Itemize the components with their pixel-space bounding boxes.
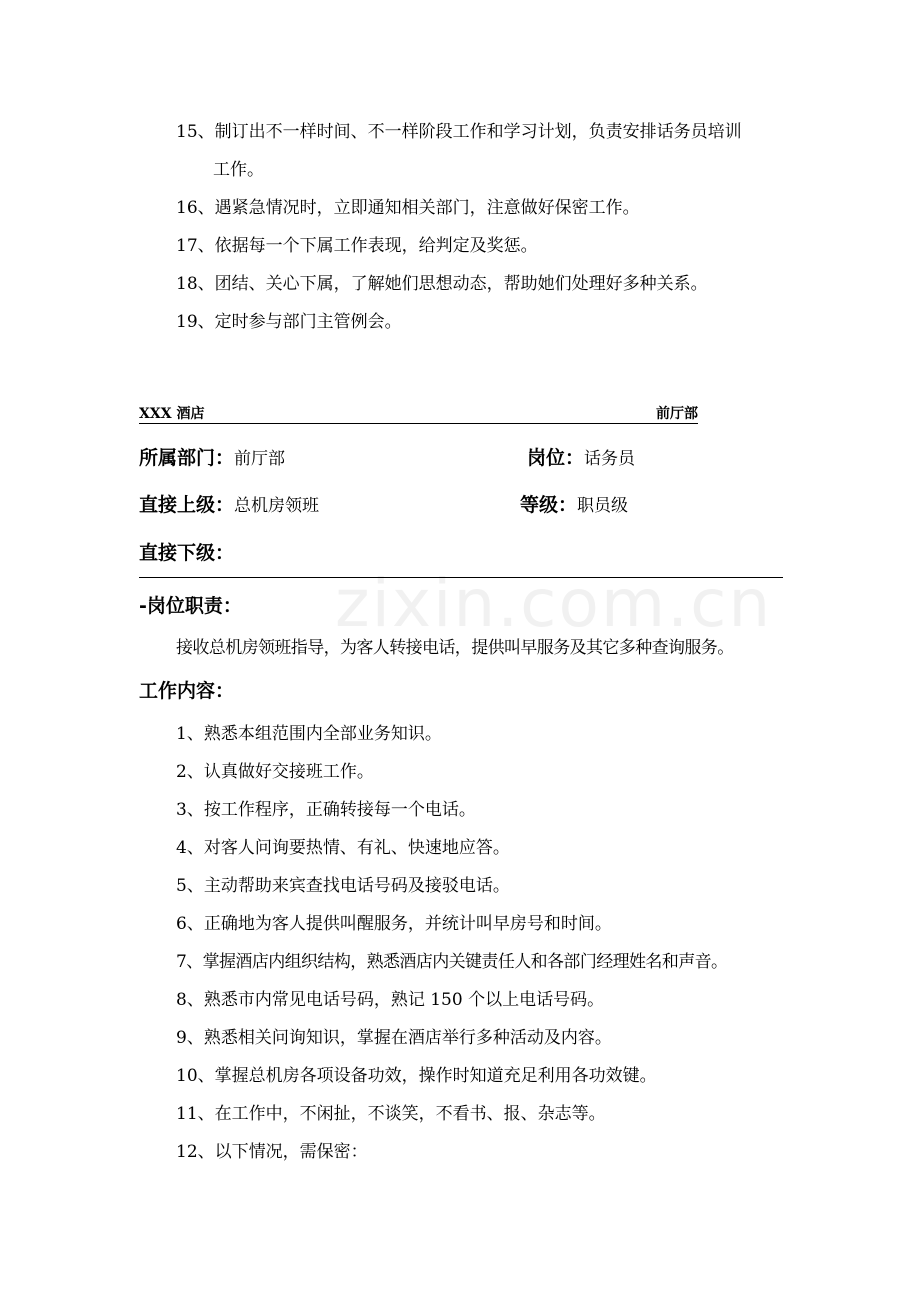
list-item: 16、遇紧急情况时，立即通知相关部门，注意做好保密工作。 (176, 198, 640, 218)
list-item: 7、掌握酒店内组织结构，熟悉酒店内关键责任人和各部门经理姓名和声音。 (176, 952, 728, 972)
list-item: 9、熟悉相关问询知识，掌握在酒店举行多种活动及内容。 (176, 1028, 612, 1048)
list-item: 5、主动帮助来宾查找电话号码及接驳电话。 (176, 876, 510, 896)
dept-label: 所属部门： (139, 447, 235, 469)
page-header (139, 403, 698, 424)
field-superior (139, 494, 319, 517)
list-item: 19、定时参与部门主管例会。 (176, 312, 402, 332)
list-item: 12、以下情况，需保密： (176, 1142, 368, 1162)
field-subordinate (139, 542, 234, 565)
list-item: 2、认真做好交接班工作。 (176, 762, 374, 782)
post-label: 岗位： (527, 447, 585, 469)
duties-heading: -岗位职责： (139, 595, 242, 617)
hotel-name: XXX 酒店 (139, 406, 205, 422)
list-item: 1、熟悉本组范围内全部业务知识。 (176, 724, 442, 744)
list-item: 15、制订出不一样时间、不一样阶段工作和学习计划，负责安排话务员培训 (176, 122, 742, 142)
dept-value: 前厅部 (234, 449, 286, 469)
duties-text: 接收总机房领班指导，为客人转接电话，提供叫早服务及其它多种查询服务。 (176, 638, 734, 658)
field-grade (520, 494, 628, 517)
list-item: 10、掌握总机房各项设备功效，操作时知道充足利用各功效键。 (176, 1066, 657, 1086)
divider (139, 577, 783, 578)
list-item: 17、依据每一个下属工作表现，给判定及奖惩。 (176, 236, 538, 256)
list-item: 8、熟悉市内常见电话号码，熟记 150 个以上电话号码。 (176, 990, 605, 1010)
post-value: 话务员 (584, 449, 636, 469)
list-item: 3、按工作程序，正确转接每一个电话。 (176, 800, 476, 820)
list-item: 18、团结、关心下属，了解她们思想动态，帮助她们处理好多种关系。 (176, 274, 708, 294)
list-item: 工作。 (213, 160, 264, 180)
field-department (139, 447, 285, 470)
work-heading: 工作内容： (139, 680, 235, 702)
list-item: 11、在工作中，不闲扯，不谈笑，不看书、报、杂志等。 (176, 1104, 606, 1124)
grade-label: 等级： (520, 494, 578, 516)
list-item: 4、对客人问询要热情、有礼、快速地应答。 (176, 838, 510, 858)
grade-value: 职员级 (577, 496, 629, 516)
watermark: zixin.com.cn (335, 565, 773, 642)
superior-value: 总机房领班 (234, 496, 320, 516)
superior-label: 直接上级： (139, 494, 235, 516)
department-name: 前厅部 (656, 406, 698, 422)
field-post (527, 447, 635, 470)
subordinate-label: 直接下级： (139, 542, 235, 564)
list-item: 6、正确地为客人提供叫醒服务，并统计叫早房号和时间。 (176, 914, 612, 934)
